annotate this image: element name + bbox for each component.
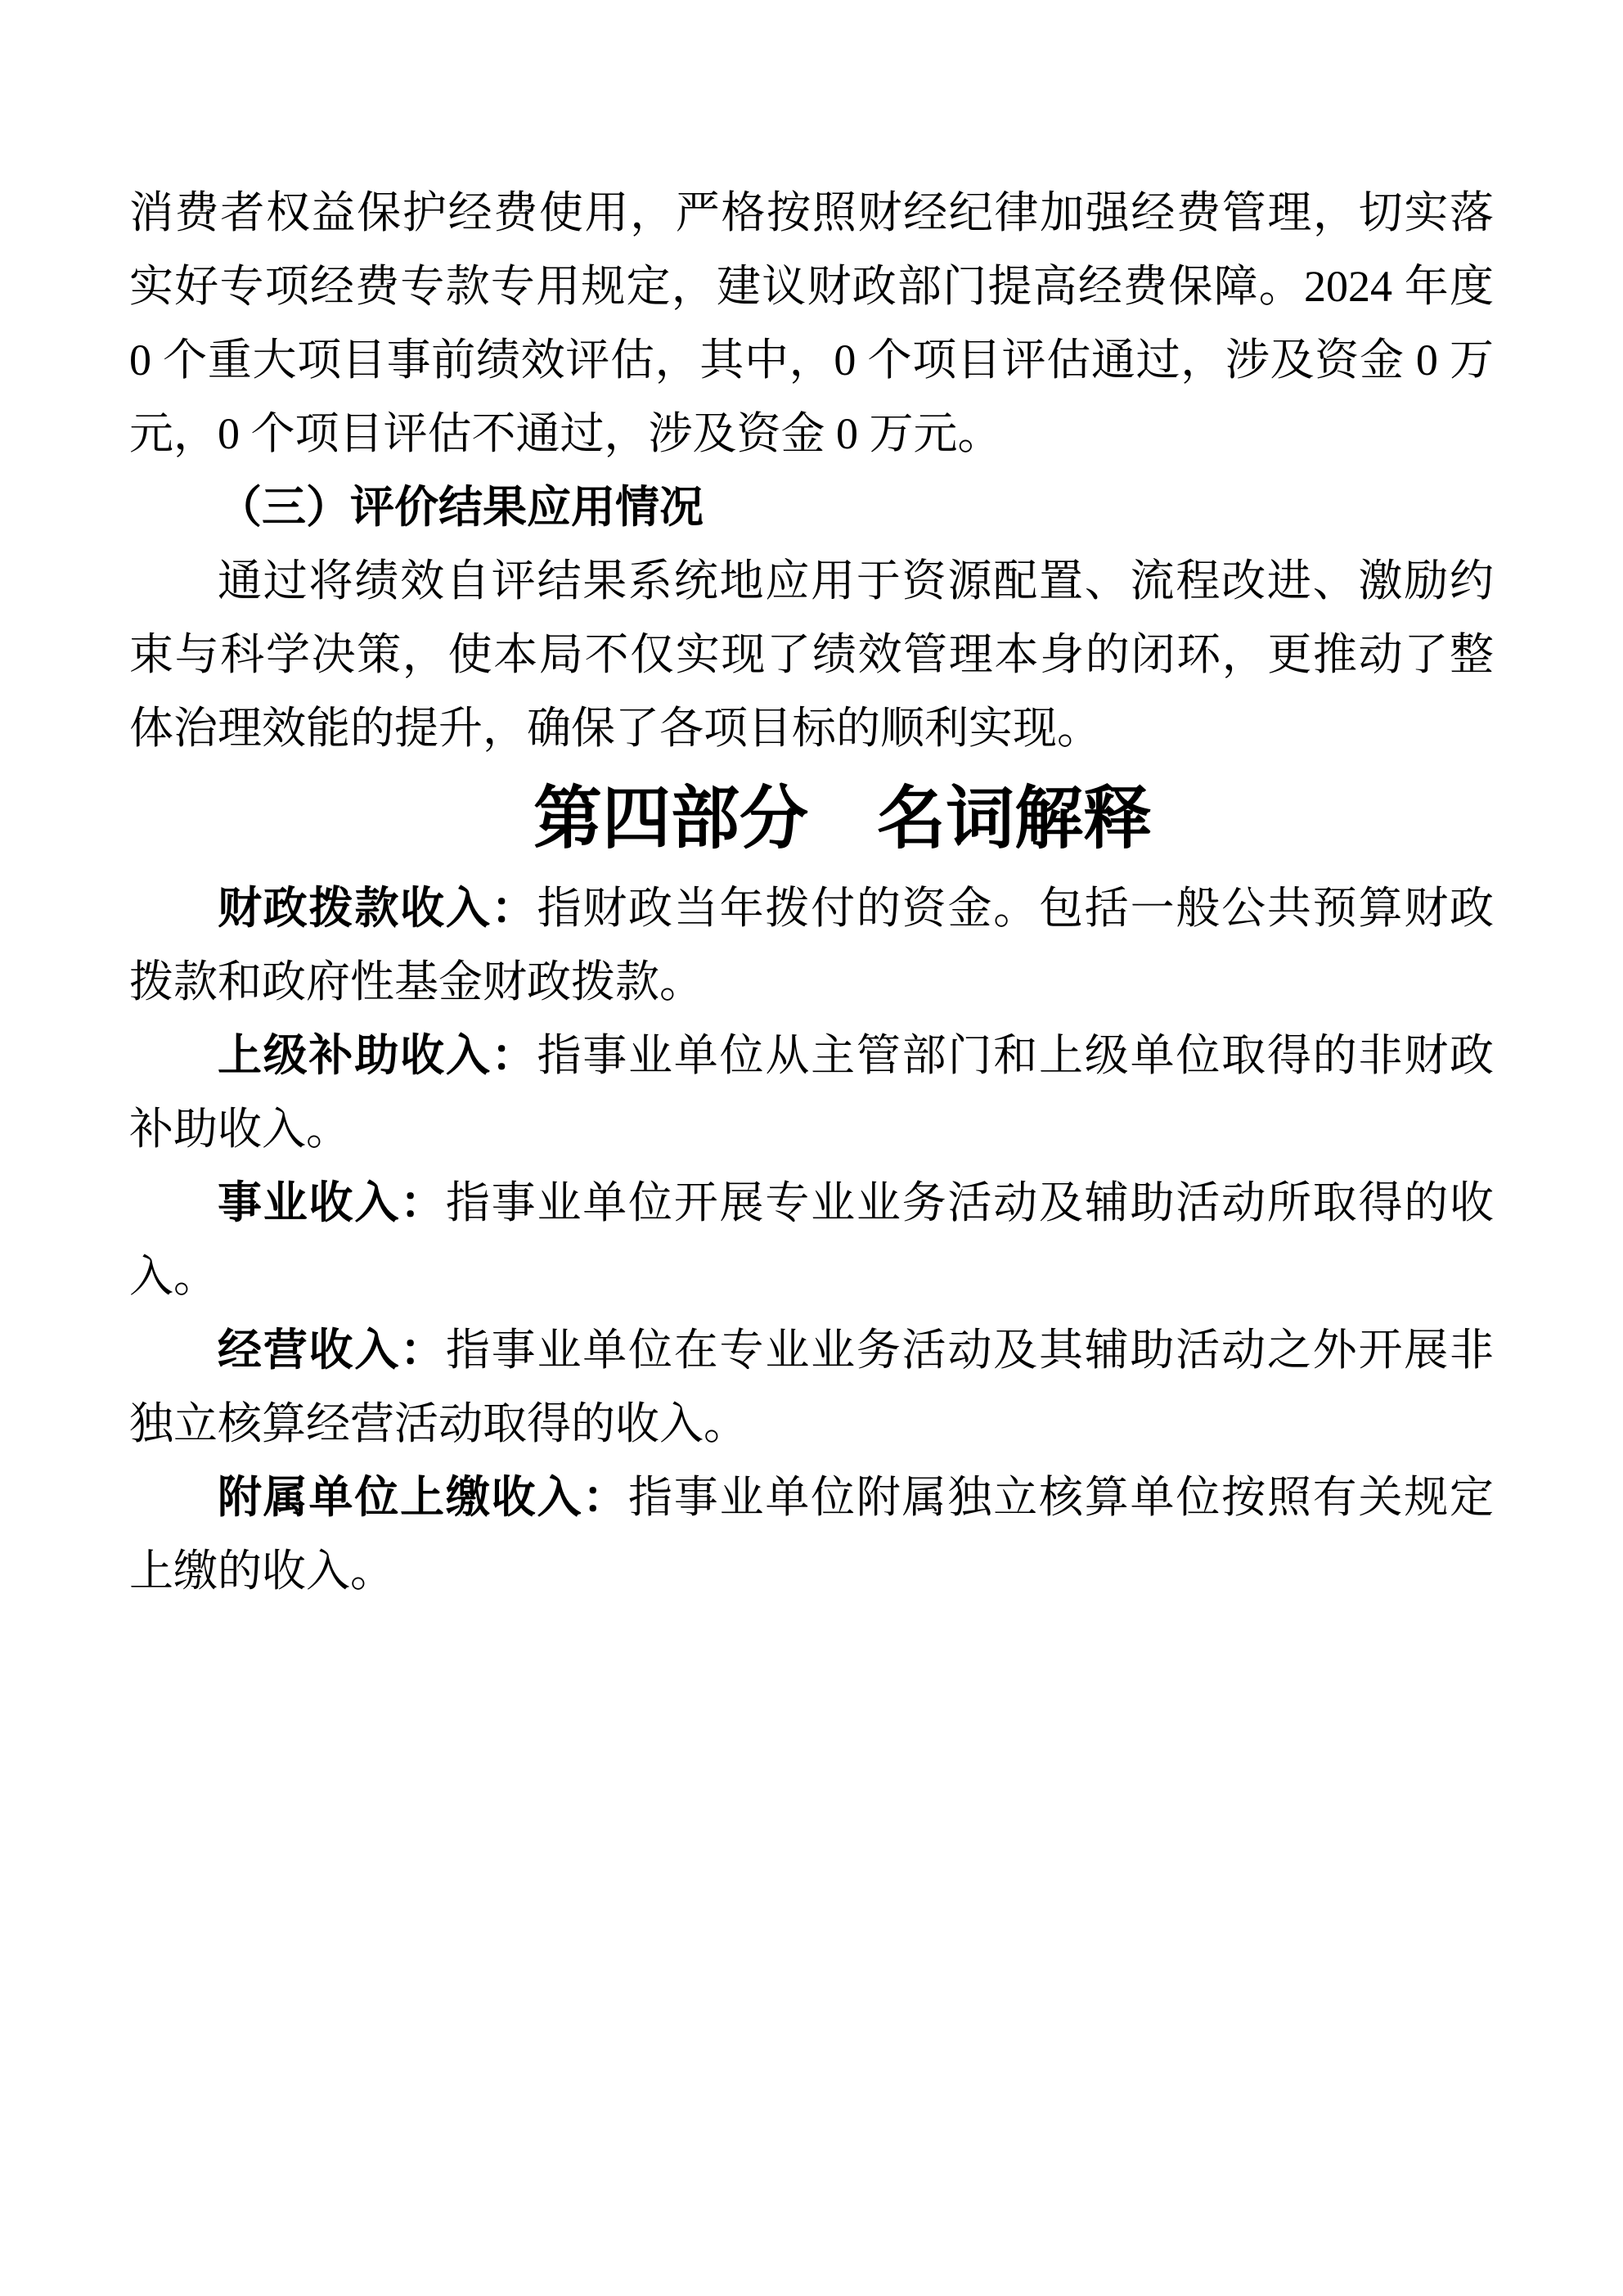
section-paragraph: 通过将绩效自评结果系统地应用于资源配置、流程改进、激励约束与科学决策，使本局不仅实现了绩效管理本身的闭环，更推动了整体治理效能的提升，确保了各项目标的顺利实现。 (129, 556, 1494, 753)
definition-paragraph (129, 1461, 1494, 1608)
definition-text: 指事业单位从主管部门和上级单位取得的非财政补助收入。 (129, 1031, 1495, 1154)
definition-term: 上级补助收入： (218, 1031, 537, 1080)
definition-paragraph (129, 1313, 1494, 1461)
definition-term: 财政拨款收入： (218, 884, 537, 933)
definition-term: 事业收入： (218, 1178, 446, 1227)
definition-text: 指事业单位附属独立核算单位按照有关规定上缴的收入。 (129, 1473, 1494, 1596)
definition-paragraph (129, 1166, 1494, 1313)
definition-term: 附属单位上缴收入： (218, 1473, 628, 1522)
definition-text: 指事业单位开展专业业务活动及辅助活动所取得的收入。 (129, 1178, 1494, 1301)
definition-text: 指事业单位在专业业务活动及其辅助活动之外开展非独立核算经营活动取得的收入。 (129, 1326, 1494, 1448)
carryover-paragraph: 消费者权益保护经费使用，严格按照财经纪律加强经费管理，切实落实好专项经费专款专用规定，建议财政部门提高经费保障。2024 年度 0 个重大项目事前绩效评估，其中，0 个项目评估通过，涉及资金 0 万元，0 个项目评估不通过，涉及资金 0 万元。 (129, 188, 1494, 458)
definition-text: 指财政当年拨付的资金。包括一般公共预算财政拨款和政府性基金财政拨款。 (129, 884, 1495, 1006)
definition-paragraph (129, 1019, 1494, 1166)
section-heading: （三）评价结果应用情况 (218, 483, 704, 532)
definition-term: 经营收入： (218, 1326, 446, 1375)
part-title: 第四部分 名词解释 (533, 780, 1152, 857)
definition-paragraph (129, 871, 1494, 1019)
